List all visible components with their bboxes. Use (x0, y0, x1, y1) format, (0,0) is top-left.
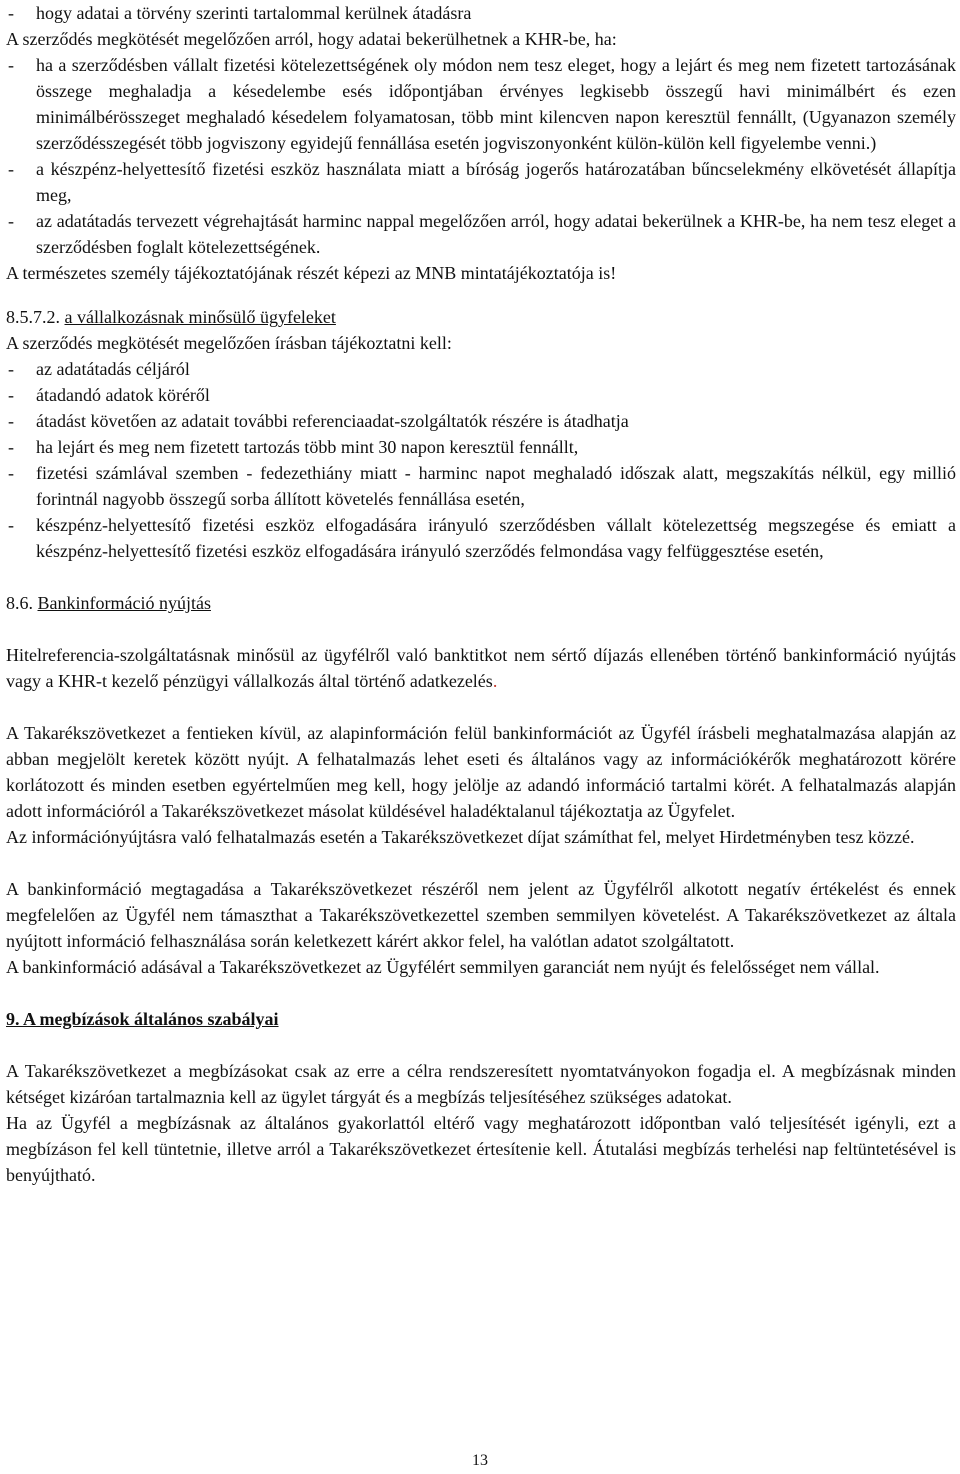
list-item: - az adatátadás tervezett végrehajtását harminc nappal megelőzően arról, hogy adatai bekerülnek a KHR-be, ha nem tesz eleget a szerződésben foglalt kötelezettségének. (6, 208, 956, 260)
list-item: - a készpénz-helyettesítő fizetési eszköz használata miatt a bíróság jogerős határozatában bűncselekmény elkövetését állapítja meg, (6, 156, 956, 208)
document-page (6, 0, 956, 1188)
paragraph-text: Hitelreferencia-szolgáltatásnak minősül az ügyfélről való banktitkot nem sértő díjazás ellenében történő bankinformáció nyújtás vagy a KHR-t kezelő pénzügyi vállalkozás által történő adatkezelés (6, 645, 956, 691)
list-item-text: ha a szerződésben vállalt fizetési kötelezettségének oly módon nem tesz eleget, hogy a lejárt és meg nem fizetett tartozásának összege meghaladja a késedelembe esés időpontjában érvényes legkisebb összegű havi minimálbért és ezen minimálbérösszeget meghaladó késedelem folyamatosan, több mint kilencven napon keresztül fennállt, (36, 55, 956, 127)
list-item: - ha lejárt és meg nem fizetett tartozás több mint 30 napon keresztül fennállt, (6, 434, 956, 460)
list-item: - hogy adatai a törvény szerinti tartalommal kerülnek átadásra (6, 0, 956, 26)
spacer (6, 564, 956, 590)
spacer (6, 694, 956, 720)
paragraph: A Takarékszövetkezet a fentieken kívül, az alapinformáción felül bankinformációt az Ügyfél írásbeli meghatalmazása alapján az abban megjelölt keretek között nyújt. A felhatalmazás lehet eseti és általános vagy az információkérők meghatározott körére korlátozott és minden esetben egyértelműen meg kell, hogy jelölje az adandó információ tartalmi körét. A felhatalmazás alapján adott információról a Takarékszövetkezet másolat küldésével haladéktalanul tájékoztatja az Ügyfelet. (6, 723, 956, 821)
paragraph: A szerződés megkötését megelőzően írásban tájékoztatni kell: (6, 333, 452, 353)
paragraph: Az információnyújtásra való felhatalmazás esetén a Takarékszövetkezet díjat számíthat fel, melyet Hirdetményben tesz közzé. (6, 827, 915, 847)
paragraph (6, 642, 956, 694)
spacer (6, 850, 956, 876)
spacer (6, 1032, 956, 1058)
paragraph: A szerződés megkötését megelőzően arról, hogy adatai bekerülhetnek a KHR-be, ha: (6, 29, 617, 49)
paragraph: Ha az Ügyfél a megbízásnak az általános gyakorlattól eltérő vagy meghatározott időpontban való teljesítését igényli, ezt a megbízáson fel kell tüntetnie, illetve arról a Takarékszövetkezet értesítenie kell. Átutalási megbízás terhelési nap feltüntetésével is benyújtható. (6, 1113, 956, 1185)
section-title: Bankinformáció nyújtás (37, 593, 211, 613)
list-item: - készpénz-helyettesítő fizetési eszköz elfogadására irányuló szerződésben vállalt kötelezettség megszegése és emiatt a készpénz-helyettesítő fizetési eszköz elfogadására irányuló szerződés felmondása vagy felfüggesztése esetén, (6, 512, 956, 564)
paragraph: A bankinformáció megtagadása a Takarékszövetkezet részéről nem jelent az Ügyfélről alkotott negatív értékelést és ennek megfelelően az Ügyfél nem támaszthat a Takarékszövetkezettel szemben semmilyen követelést. A Takarékszövetkezet az általa nyújtott információ felhasználása során keletkezett kárért akkor felel, ha valótlan adatot szolgáltatott. (6, 879, 956, 951)
list-item: - az adatátadás céljáról (6, 356, 956, 382)
list-item (6, 52, 956, 156)
section-title: a vállalkozásnak minősülő ügyfeleket (64, 307, 336, 327)
paragraph-end-mark: . (492, 671, 498, 691)
list-item: - átadást követően az adatait további referenciaadat-szolgáltatók részére is átadhatja (6, 408, 956, 434)
section-heading (6, 590, 956, 616)
section-number: 8.6. (6, 593, 33, 613)
spacer (6, 616, 956, 642)
paragraph: A Takarékszövetkezet a megbízásokat csak az erre a célra rendszeresített nyomtatványokon fogadja el. A megbízásnak minden kétséget kizáróan tartalmaznia kell az ügylet tárgyát és a megbízás teljesítéséhez szükséges adatokat. (6, 1061, 956, 1107)
section-heading (6, 304, 956, 330)
section-number: 8.5.7.2. (6, 307, 60, 327)
list-item-note: (Ugyanazon személy szerződésszegését több jogviszony egyidejű fennállása esetén jogviszonyonként külön-külön kell figyelembe venni.) (36, 107, 956, 153)
spacer (6, 286, 956, 304)
page-number: 13 (472, 1452, 488, 1469)
list-item: - fizetési számlával szemben - fedezethiány miatt - harminc napot meghaladó időszak alatt, megszakítás nélkül, egy millió forintnál nagyobb összegű sorba állított követelés fennállása esetén, (6, 460, 956, 512)
spacer (6, 980, 956, 1006)
paragraph: A természetes személy tájékoztatójának részét képezi az MNB mintatájékoztatója is! (6, 263, 617, 283)
paragraph: A bankinformáció adásával a Takarékszövetkezet az Ügyfélért semmilyen garanciát nem nyújt és felelősséget nem vállal. (6, 957, 880, 977)
list-item: - átadandó adatok köréről (6, 382, 956, 408)
chapter-heading: 9. A megbízások általános szabályai (6, 1009, 279, 1029)
